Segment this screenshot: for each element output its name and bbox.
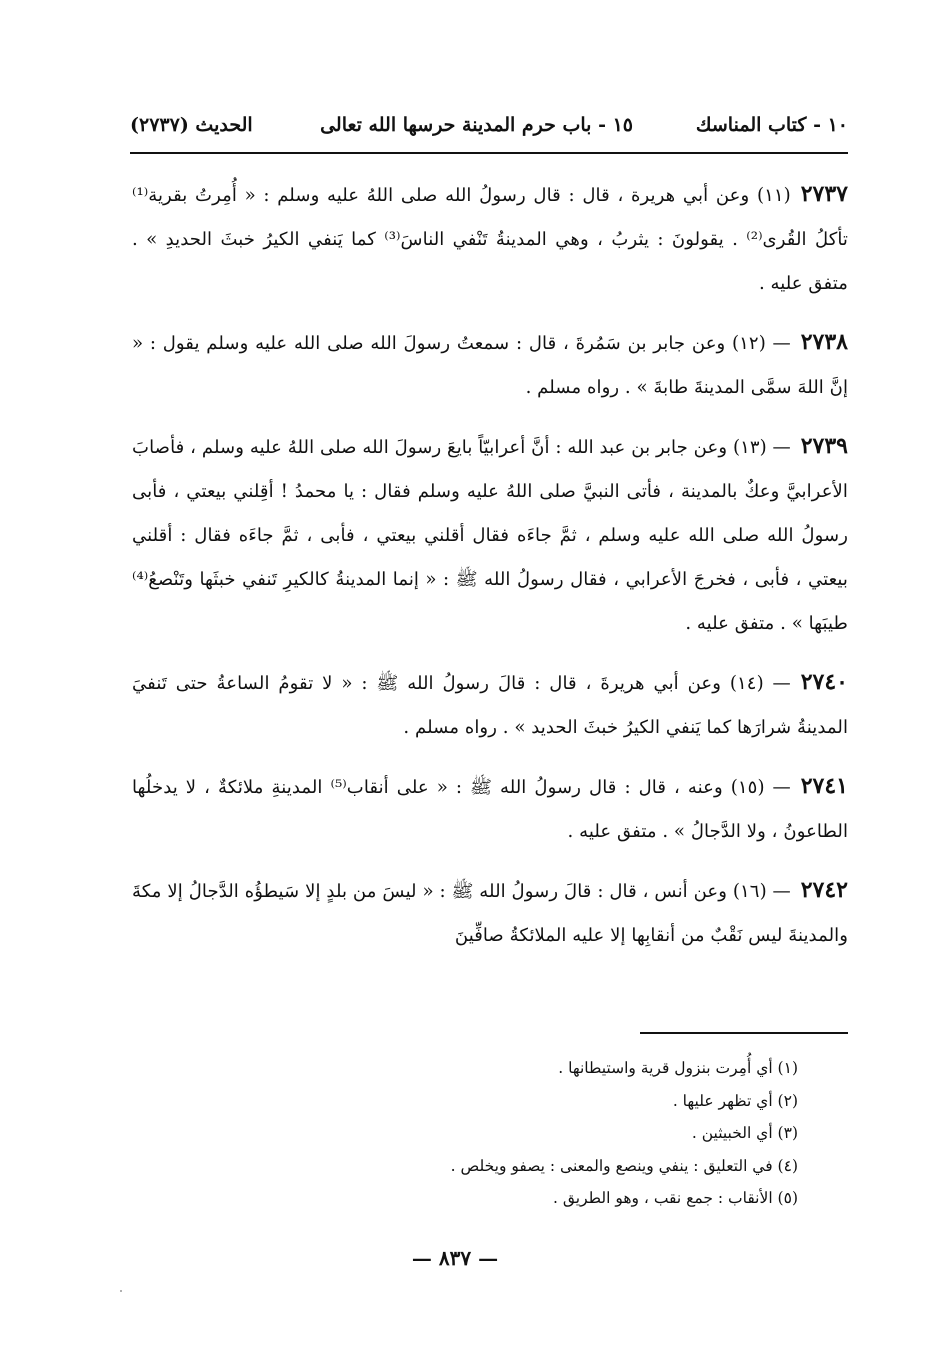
hadith-entry xyxy=(132,320,848,410)
section-title: ١٥ - باب حرم المدينة حرسها الله تعالى xyxy=(320,114,633,136)
footnote: (٢) أي تظهر عليها . xyxy=(672,1091,798,1110)
hadith-text: — (١٦) وعن أنس ، قال : قالَ رسولُ الله ﷺ : « ليسَ من بلدٍ إلا سَيطؤُه الدَّجالُ إلا مكةَ والمدينةَ ليس نَقْبٌ من أنقابِها إلا عليه الملائكةُ صافِّينَ xyxy=(132,881,848,946)
hadith-entry xyxy=(132,764,848,854)
hadith-number: ٢٧٣٨ xyxy=(800,329,848,355)
footnote-divider xyxy=(640,1032,848,1034)
hadith-number: ٢٧٤٠ xyxy=(800,669,848,695)
main-text xyxy=(132,172,848,972)
hadith-number: ٢٧٤١ xyxy=(800,773,848,799)
footnote: (١) أي أُمِرت بنزول قرية واستيطانها . xyxy=(558,1059,798,1077)
page-number: — ٨٣٧ — xyxy=(411,1246,499,1270)
hadith-entry xyxy=(132,660,848,750)
hadith-entry xyxy=(132,424,848,646)
hadith-entry xyxy=(132,868,848,958)
hadith-number: ٢٧٣٧ xyxy=(800,181,848,207)
footnote: (٣) أي الخبيثين . xyxy=(691,1124,798,1142)
hadith-number: ٢٧٣٩ xyxy=(800,433,848,459)
scan-speck xyxy=(120,1290,122,1292)
hadith-text: — (١٢) وعن جابر بن سَمُرةَ ، قال : سمعتُ رسولَ الله صلى الله عليه وسلم يقول : « إنَّ اللهَ سمَّى المدينةَ طابةَ » . رواه مسلم . xyxy=(132,333,848,398)
chapter-title: ١٠ - كتاب المناسك xyxy=(695,114,848,136)
footnote: (٥) الأنقاب : جمع نقب ، وهو الطريق . xyxy=(553,1189,798,1207)
hadith-text: — (١٥) وعنه ، قال : قال رسولُ الله ﷺ : « على أنقاب⁽⁵⁾ المدينةِ ملائكةٌ ، لا يدخلُها الطاعونُ ، ولا الدَّجالُ » . متفق عليه . xyxy=(132,777,848,842)
running-header xyxy=(130,104,848,152)
hadith-text: (١١) وعن أبي هريرة ، قال : قال رسولُ الله صلى اللهُ عليه وسلم : « أُمِرتُ بقرية⁽¹⁾ تأكلُ القُرى⁽²⁾ . يقولونَ : يثربُ ، وهي المدينةُ تَنْفي الناسَ⁽³⁾ كما يَنفي الكيرُ خبثَ الحديدِ » . متفق عليه . xyxy=(132,185,848,294)
hadith-text: — (١٤) وعن أبي هريرةَ ، قال : قالَ رسولُ الله ﷺ : « لا تقومُ الساعةُ حتى تَنفيَ المدينةُ شرارَها كما يَنفي الكيرُ خبثَ الحديد » . رواه مسلم . xyxy=(132,673,848,738)
footnotes xyxy=(300,1052,798,1215)
footnote: (٤) في التعليق : ينفي وينصع والمعنى : يصفو ويخلص . xyxy=(450,1156,798,1175)
hadith-number: ٢٧٤٢ xyxy=(800,877,848,903)
hadith-text: — (١٣) وعن جابر بن عبد الله : أنَّ أعرابيّاً بايعَ رسولَ الله صلى اللهُ عليه وسلم ، فأصابَ الأعرابيَّ وعكٌ بالمدينة ، فأتى النبيَّ صلى اللهُ عليه وسلم فقال : يا محمدُ ! أقِلني بيعتي ، فأبى رسولُ الله صلى الله عليه وسلم ، ثمَّ جاءَه فقال أقلني بيعتي ، فأبى ، ثمَّ جاءَه فقال : أقلني بيعتي ، فأبى ، فخرجَ الأعرابي ، فقال رسولُ الله ﷺ : « إنما المدينةُ كالكيرِ تَنفي خبثَها وتَنْصعُ⁽⁴⁾ طيبَها » . متفق عليه . xyxy=(132,437,848,634)
hadith-range: الحديث (٢٧٣٧) xyxy=(130,114,253,136)
hadith-entry xyxy=(132,172,848,306)
header-divider xyxy=(130,152,848,154)
